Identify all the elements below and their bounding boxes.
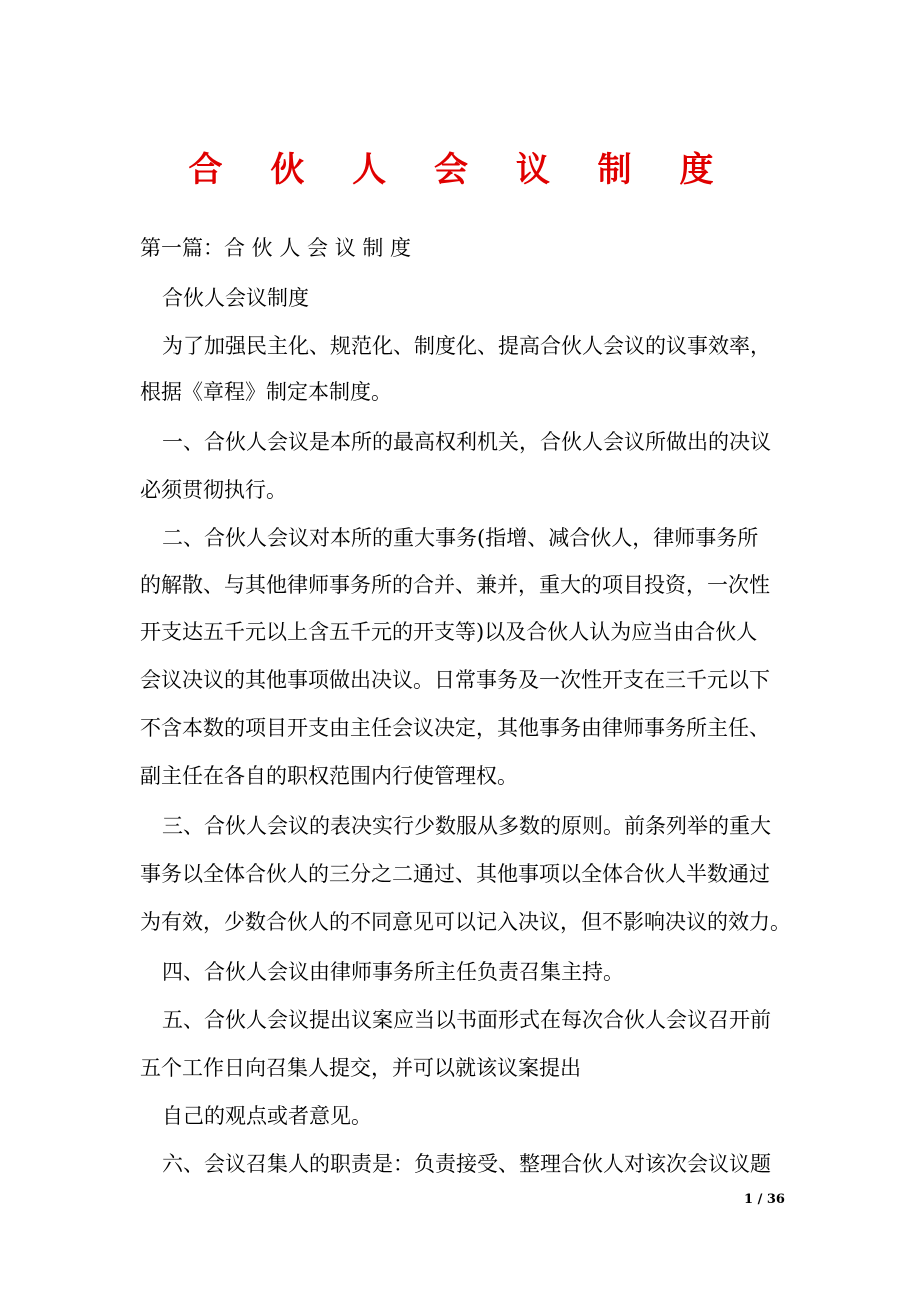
paragraph-line: 四、合伙人会议由律师事务所主任负责召集主持。 <box>162 960 624 984</box>
document-title: 合 伙 人 会 议 制 度 <box>188 150 732 190</box>
paragraph-line: 五、合伙人会议提出议案应当以书面形式在每次合伙人会议召开前 <box>162 1008 771 1032</box>
paragraph-line: 开支达五千元以上含五千元的开支等)以及合伙人认为应当由合伙人 <box>140 620 758 644</box>
paragraph-line: 二、合伙人会议对本所的重大事务(指增、减合伙人，律师事务所 <box>162 526 759 550</box>
paragraph-line: 的解散、与其他律师事务所的合并、兼并，重大的项目投资，一次性 <box>140 573 770 597</box>
paragraph-line: 事务以全体合伙人的三分之二通过、其他事项以全体合伙人半数通过 <box>140 862 770 886</box>
paragraph-line: 为有效，少数合伙人的不同意见可以记入决议，但不影响决议的效力。 <box>140 910 791 934</box>
paragraph-line: 根据《章程》制定本制度。 <box>140 380 392 404</box>
paragraph-line: 为了加强民主化、规范化、制度化、提高合伙人会议的议事效率， <box>162 334 771 358</box>
paragraph-line: 不含本数的项目开支由主任会议决定，其他事务由律师事务所主任、 <box>140 716 770 740</box>
paragraph-line: 三、合伙人会议的表决实行少数服从多数的原则。前条列举的重大 <box>162 814 771 838</box>
paragraph-line: 必须贯彻执行。 <box>140 478 287 502</box>
page-indicator: 1 / 36 <box>744 1192 785 1207</box>
section-heading: 第一篇：合 伙 人 会 议 制 度 <box>140 236 412 260</box>
paragraph-line: 一、合伙人会议是本所的最高权利机关，合伙人会议所做出的决议 <box>162 430 771 454</box>
paragraph-line: 副主任在各自的职权范围内行使管理权。 <box>140 764 518 788</box>
subtitle-line: 合伙人会议制度 <box>162 286 309 310</box>
paragraph-line: 会议决议的其他事项做出决议。日常事务及一次性开支在三千元以下 <box>140 668 770 692</box>
paragraph-line: 六、会议召集人的职责是：负责接受、整理合伙人对该次会议议题 <box>162 1152 771 1176</box>
paragraph-line: 自己的观点或者意见。 <box>162 1104 372 1128</box>
paragraph-line: 五个工作日向召集人提交，并可以就该议案提出 <box>140 1056 581 1080</box>
